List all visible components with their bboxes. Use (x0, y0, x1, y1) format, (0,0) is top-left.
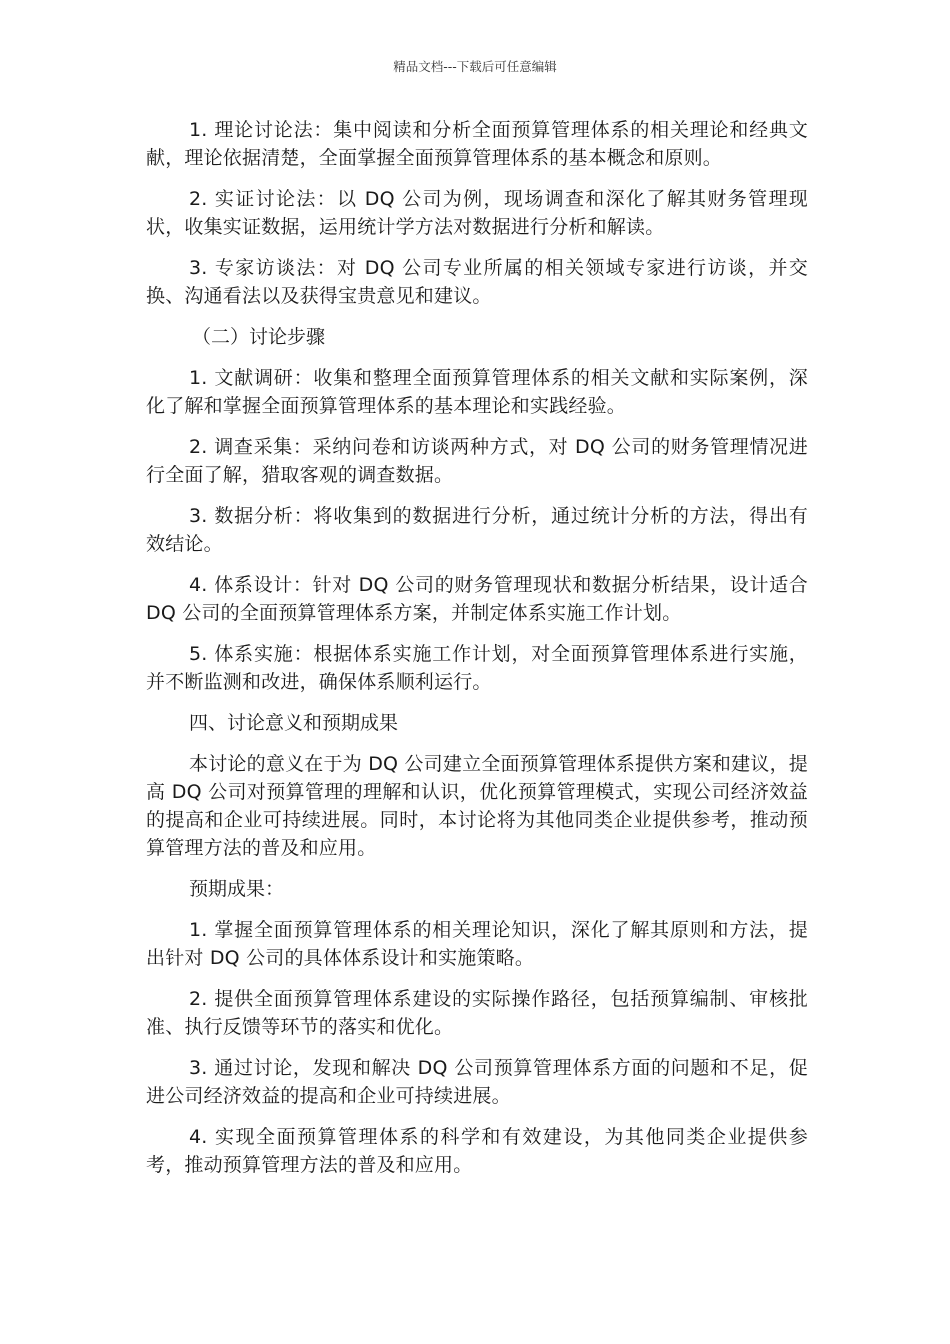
page-header: 精品文档---下载后可任意编辑 (393, 59, 557, 74)
paragraph-method-3: 3. 专家访谈法：对 DQ 公司专业所属的相关领域专家进行访谈，并交换、沟通看法以及获得宝贵意见和建议。 (146, 257, 808, 307)
paragraph-step-1: 1. 文献调研：收集和整理全面预算管理体系的相关文献和实际案例，深化了解和掌握全面预算管理体系的基本理论和实践经验。 (146, 367, 808, 417)
paragraph-result-3: 3. 通过讨论，发现和解决 DQ 公司预算管理体系方面的问题和不足，促进公司经济效益的提高和企业可持续进展。 (146, 1057, 808, 1107)
paragraph-method-1: 1. 理论讨论法：集中阅读和分析全面预算管理体系的相关理论和经典文献，理论依据清楚，全面掌握全面预算管理体系的基本概念和原则。 (146, 119, 808, 169)
paragraph-step-2: 2. 调查采集：采纳问卷和访谈两种方式，对 DQ 公司的财务管理情况进行全面了解，猎取客观的调查数据。 (146, 436, 808, 486)
paragraph-result-4: 4. 实现全面预算管理体系的科学和有效建设，为其他同类企业提供参考，推动预算管理方法的普及和应用。 (146, 1126, 808, 1176)
section-heading-expected-results: 预期成果： (189, 878, 285, 900)
section-heading-significance: 四、讨论意义和预期成果 (189, 712, 399, 734)
document-body (146, 116, 808, 1192)
section-heading-steps: （二）讨论步骤 (192, 326, 326, 348)
paragraph-result-1: 1. 掌握全面预算管理体系的相关理论知识，深化了解其原则和方法，提出针对 DQ 公司的具体体系设计和实施策略。 (146, 919, 808, 969)
paragraph-significance: 本讨论的意义在于为 DQ 公司建立全面预算管理体系提供方案和建议，提高 DQ 公司对预算管理的理解和认识，优化预算管理模式，实现公司经济效益的提高和企业可持续进展。同时，本讨论将为其他同类企业提供参考，推动预算管理方法的普及和应用。 (146, 753, 808, 859)
paragraph-result-2: 2. 提供全面预算管理体系建设的实际操作路径，包括预算编制、审核批准、执行反馈等环节的落实和优化。 (146, 988, 808, 1038)
paragraph-step-5: 5. 体系实施：根据体系实施工作计划，对全面预算管理体系进行实施，并不断监测和改进，确保体系顺利运行。 (146, 643, 808, 693)
paragraph-method-2: 2. 实证讨论法：以 DQ 公司为例，现场调查和深化了解其财务管理现状，收集实证数据，运用统计学方法对数据进行分析和解读。 (146, 188, 808, 238)
paragraph-step-3: 3. 数据分析：将收集到的数据进行分析，通过统计分析的方法，得出有效结论。 (146, 505, 808, 555)
paragraph-step-4: 4. 体系设计：针对 DQ 公司的财务管理现状和数据分析结果，设计适合 DQ 公司的全面预算管理体系方案，并制定体系实施工作计划。 (146, 574, 808, 624)
